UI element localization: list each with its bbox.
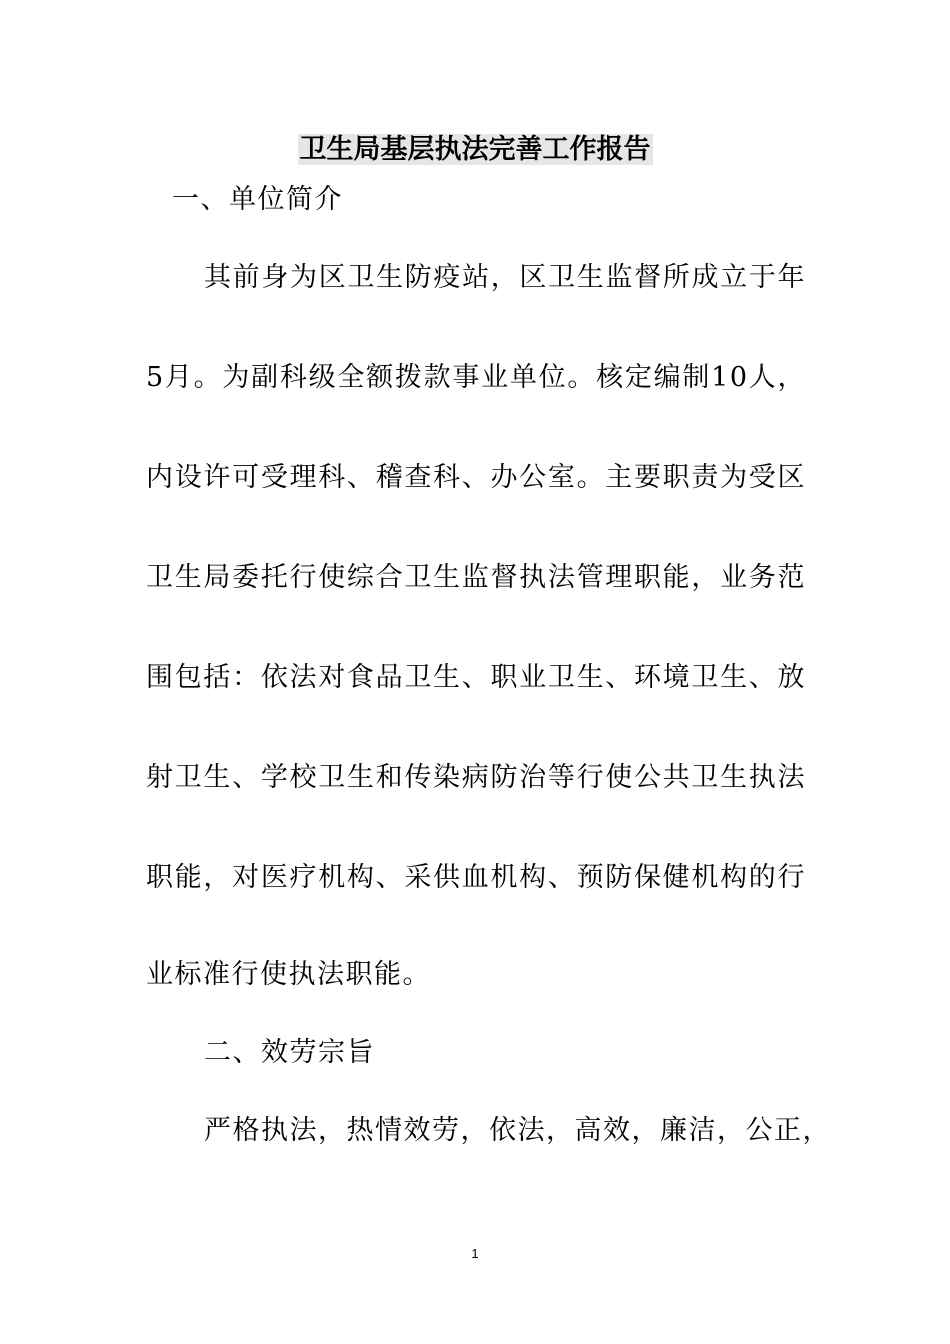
paragraph-line: 5月。为副科级全额拨款事业单位。核定编制10人， bbox=[146, 362, 806, 393]
page-number: 1 bbox=[471, 1246, 479, 1261]
paragraph-line: 其前身为区卫生防疫站，区卫生监督所成立于年 bbox=[204, 262, 806, 293]
paragraph-line: 围包括：依法对食品卫生、职业卫生、环境卫生、放 bbox=[146, 662, 806, 693]
paragraph-line: 卫生局委托行使综合卫生监督执法管理职能，业务范 bbox=[146, 562, 806, 593]
paragraph-line: 业标准行使执法职能。 bbox=[146, 959, 431, 990]
paragraph-line: 内设许可受理科、稽查科、办公室。主要职责为受区 bbox=[146, 462, 806, 493]
paragraph-line: 职能，对医疗机构、采供血机构、预防保健机构的行 bbox=[146, 862, 806, 893]
section-heading-1: 一、单位简介 bbox=[172, 184, 343, 215]
paragraph-line: 严格执法，热情效劳，依法，高效，廉洁，公正， bbox=[204, 1115, 831, 1146]
paragraph-line: 射卫生、学校卫生和传染病防治等行使公共卫生执法 bbox=[146, 762, 806, 793]
section-heading-2: 二、效劳宗旨 bbox=[204, 1037, 375, 1068]
document-title: 卫生局基层执法完善工作报告 bbox=[299, 134, 651, 165]
